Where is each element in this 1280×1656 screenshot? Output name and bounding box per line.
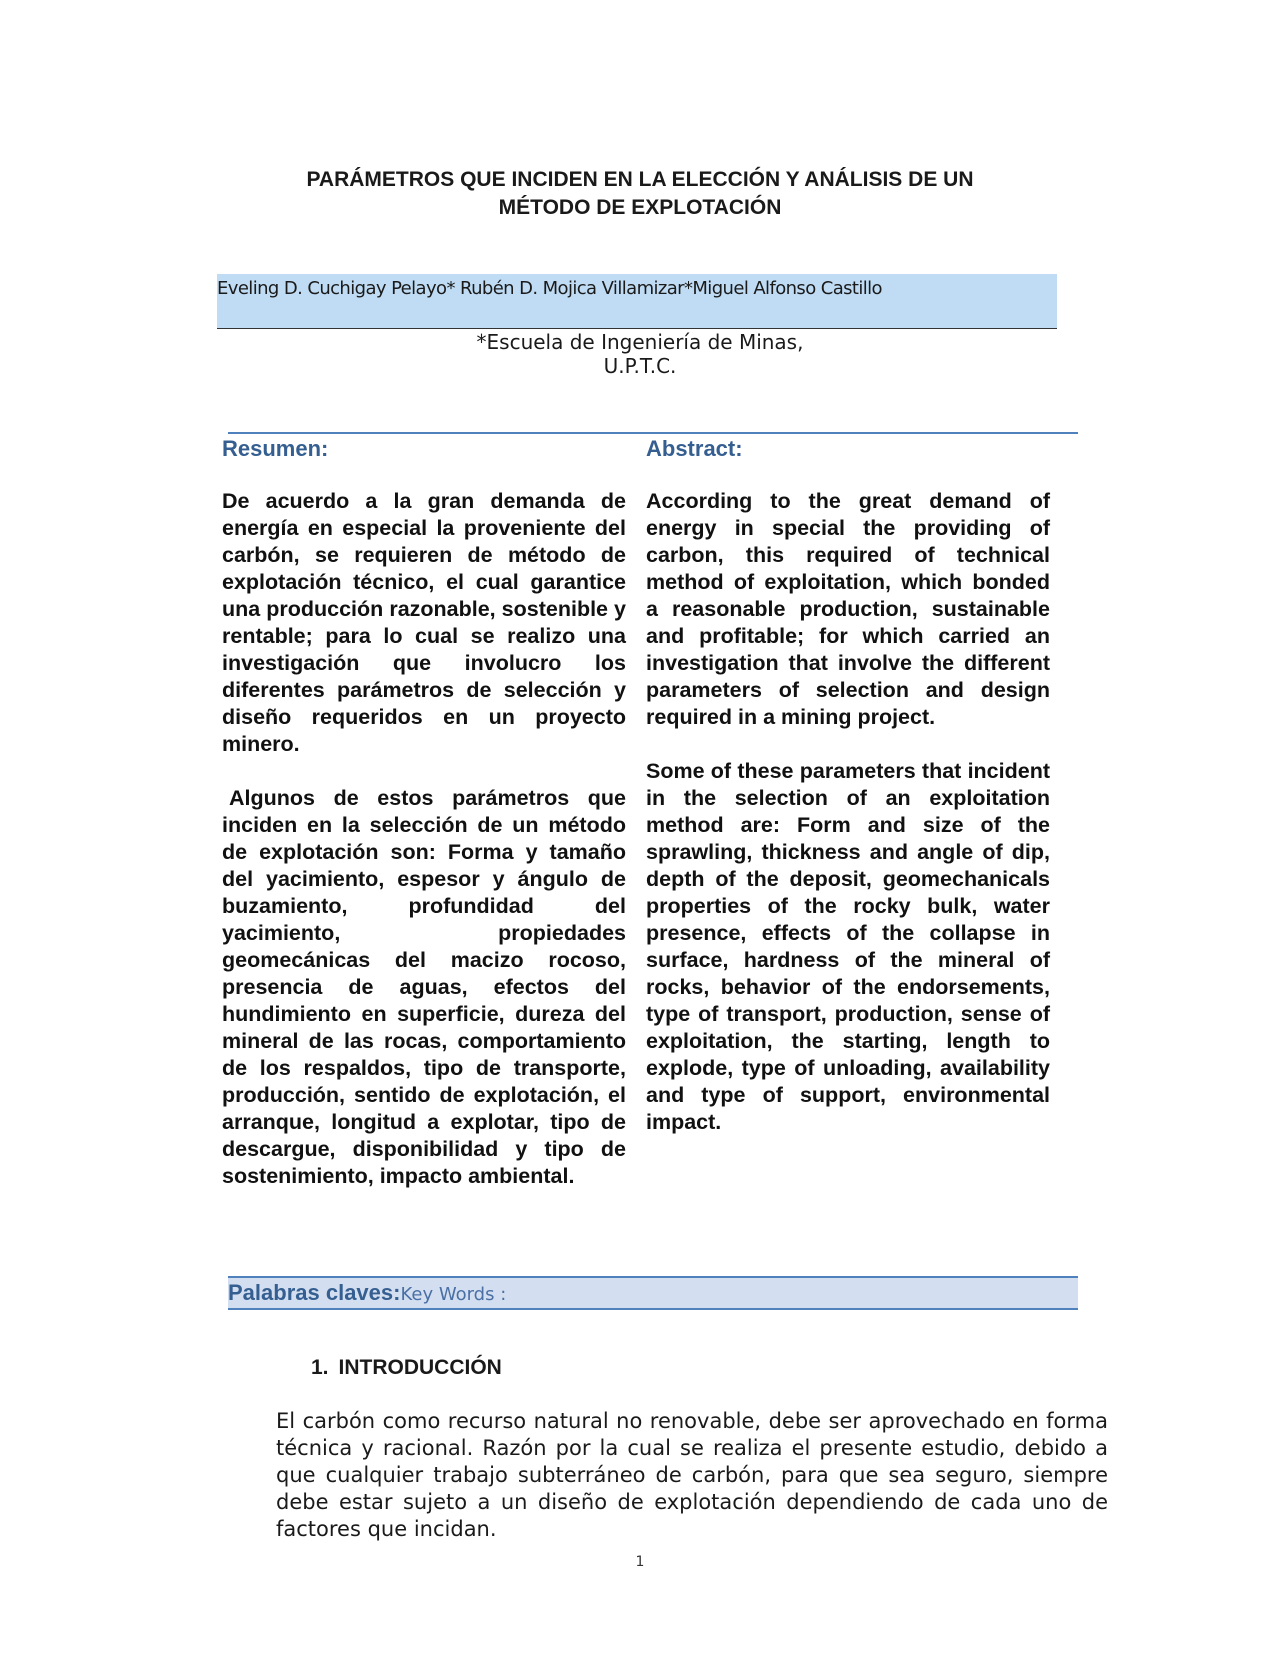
authors-list: Eveling D. Cuchigay Pelayo* Rubén D. Mojica Villamizar*Miguel Alfonso Castillo: [217, 278, 882, 299]
section-number: 1.: [311, 1356, 329, 1379]
keywords-label: Palabras claves:: [228, 1280, 401, 1305]
section-heading-introduccion: [311, 1356, 502, 1380]
paper-title-line-2: MÉTODO DE EXPLOTACIÓN: [498, 196, 782, 219]
abstract-heading: Abstract:: [646, 436, 743, 461]
authors-band: [217, 274, 1057, 329]
abstract-column: [646, 488, 1050, 1136]
resumen-column: [222, 488, 626, 1190]
introduction-paragraph: El carbón como recurso natural no renovable, debe ser aprovechado en forma técnica y racional. Razón por la cual se realiza el presente estudio, debido a que cualquier trabajo subterráneo de carbón, para que sea seguro, siempre debe estar sujeto a un diseño de explotación dependiendo de cada uno de factores que incidan.: [276, 1409, 1108, 1541]
resumen-heading: Resumen:: [222, 436, 329, 461]
affiliation-line-1: *Escuela de Ingeniería de Minas,: [476, 330, 804, 354]
resumen-paragraph-2: Algunos de estos parámetros que inciden en la selección de un método de explotación son: Forma y tamaño del yacimiento, espesor y ángulo de buzamiento, profundidad del yacimiento, propiedades geomecánicas del macizo rocoso, presencia de aguas, efectos del hundimiento en superficie, dureza del mineral de las rocas, comportamiento de los respaldos, tipo de transporte, producción, sentido de explotación, el arranque, longitud a explotar, tipo de descargue, disponibilidad y tipo de sostenimiento, impacto ambiental.: [222, 786, 626, 1188]
affiliation-line-2: U.P.T.C.: [603, 354, 677, 378]
paper-title: [230, 166, 1050, 222]
page-number: 1: [635, 1554, 645, 1570]
section-title: INTRODUCCIÓN: [338, 1356, 502, 1379]
keywords-band: [228, 1276, 1078, 1310]
keywords-english-label: Key Words :: [400, 1284, 507, 1305]
abstract-paragraph-2: Some of these parameters that incident in the selection of an exploitation method are: Form and size of the sprawling, thickness and angle of dip, depth of the deposit, geomechanicals properties of the rocky bulk, water presence, effects of the collapse in surface, hardness of the mineral of rocks, behavior of the endorsements, type of transport, production, sense of exploitation, the starting, length to explode, type of unloading, availability and type of support, environmental impact.: [646, 759, 1050, 1134]
paper-title-line-1: PARÁMETROS QUE INCIDEN EN LA ELECCIÓN Y ANÁLISIS DE UN: [306, 168, 974, 191]
resumen-paragraph-1: De acuerdo a la gran demanda de energía en especial la proveniente del carbón, se requieren de método de explotación técnico, el cual garantice una producción razonable, sostenible y rentable; para lo cual se realizo una investigación que involucro los diferentes parámetros de selección y diseño requeridos en un proyecto minero.: [222, 489, 626, 756]
keywords-line: [228, 1280, 506, 1306]
abstract-divider: [228, 432, 1078, 434]
affiliation: [330, 330, 950, 378]
abstract-paragraph-1: According to the great demand of energy in special the providing of carbon, this required of technical method of exploitation, which bonded a reasonable production, sustainable and profitable; for which carried an investigation that involve the different parameters of selection and design required in a mining project.: [646, 489, 1050, 729]
